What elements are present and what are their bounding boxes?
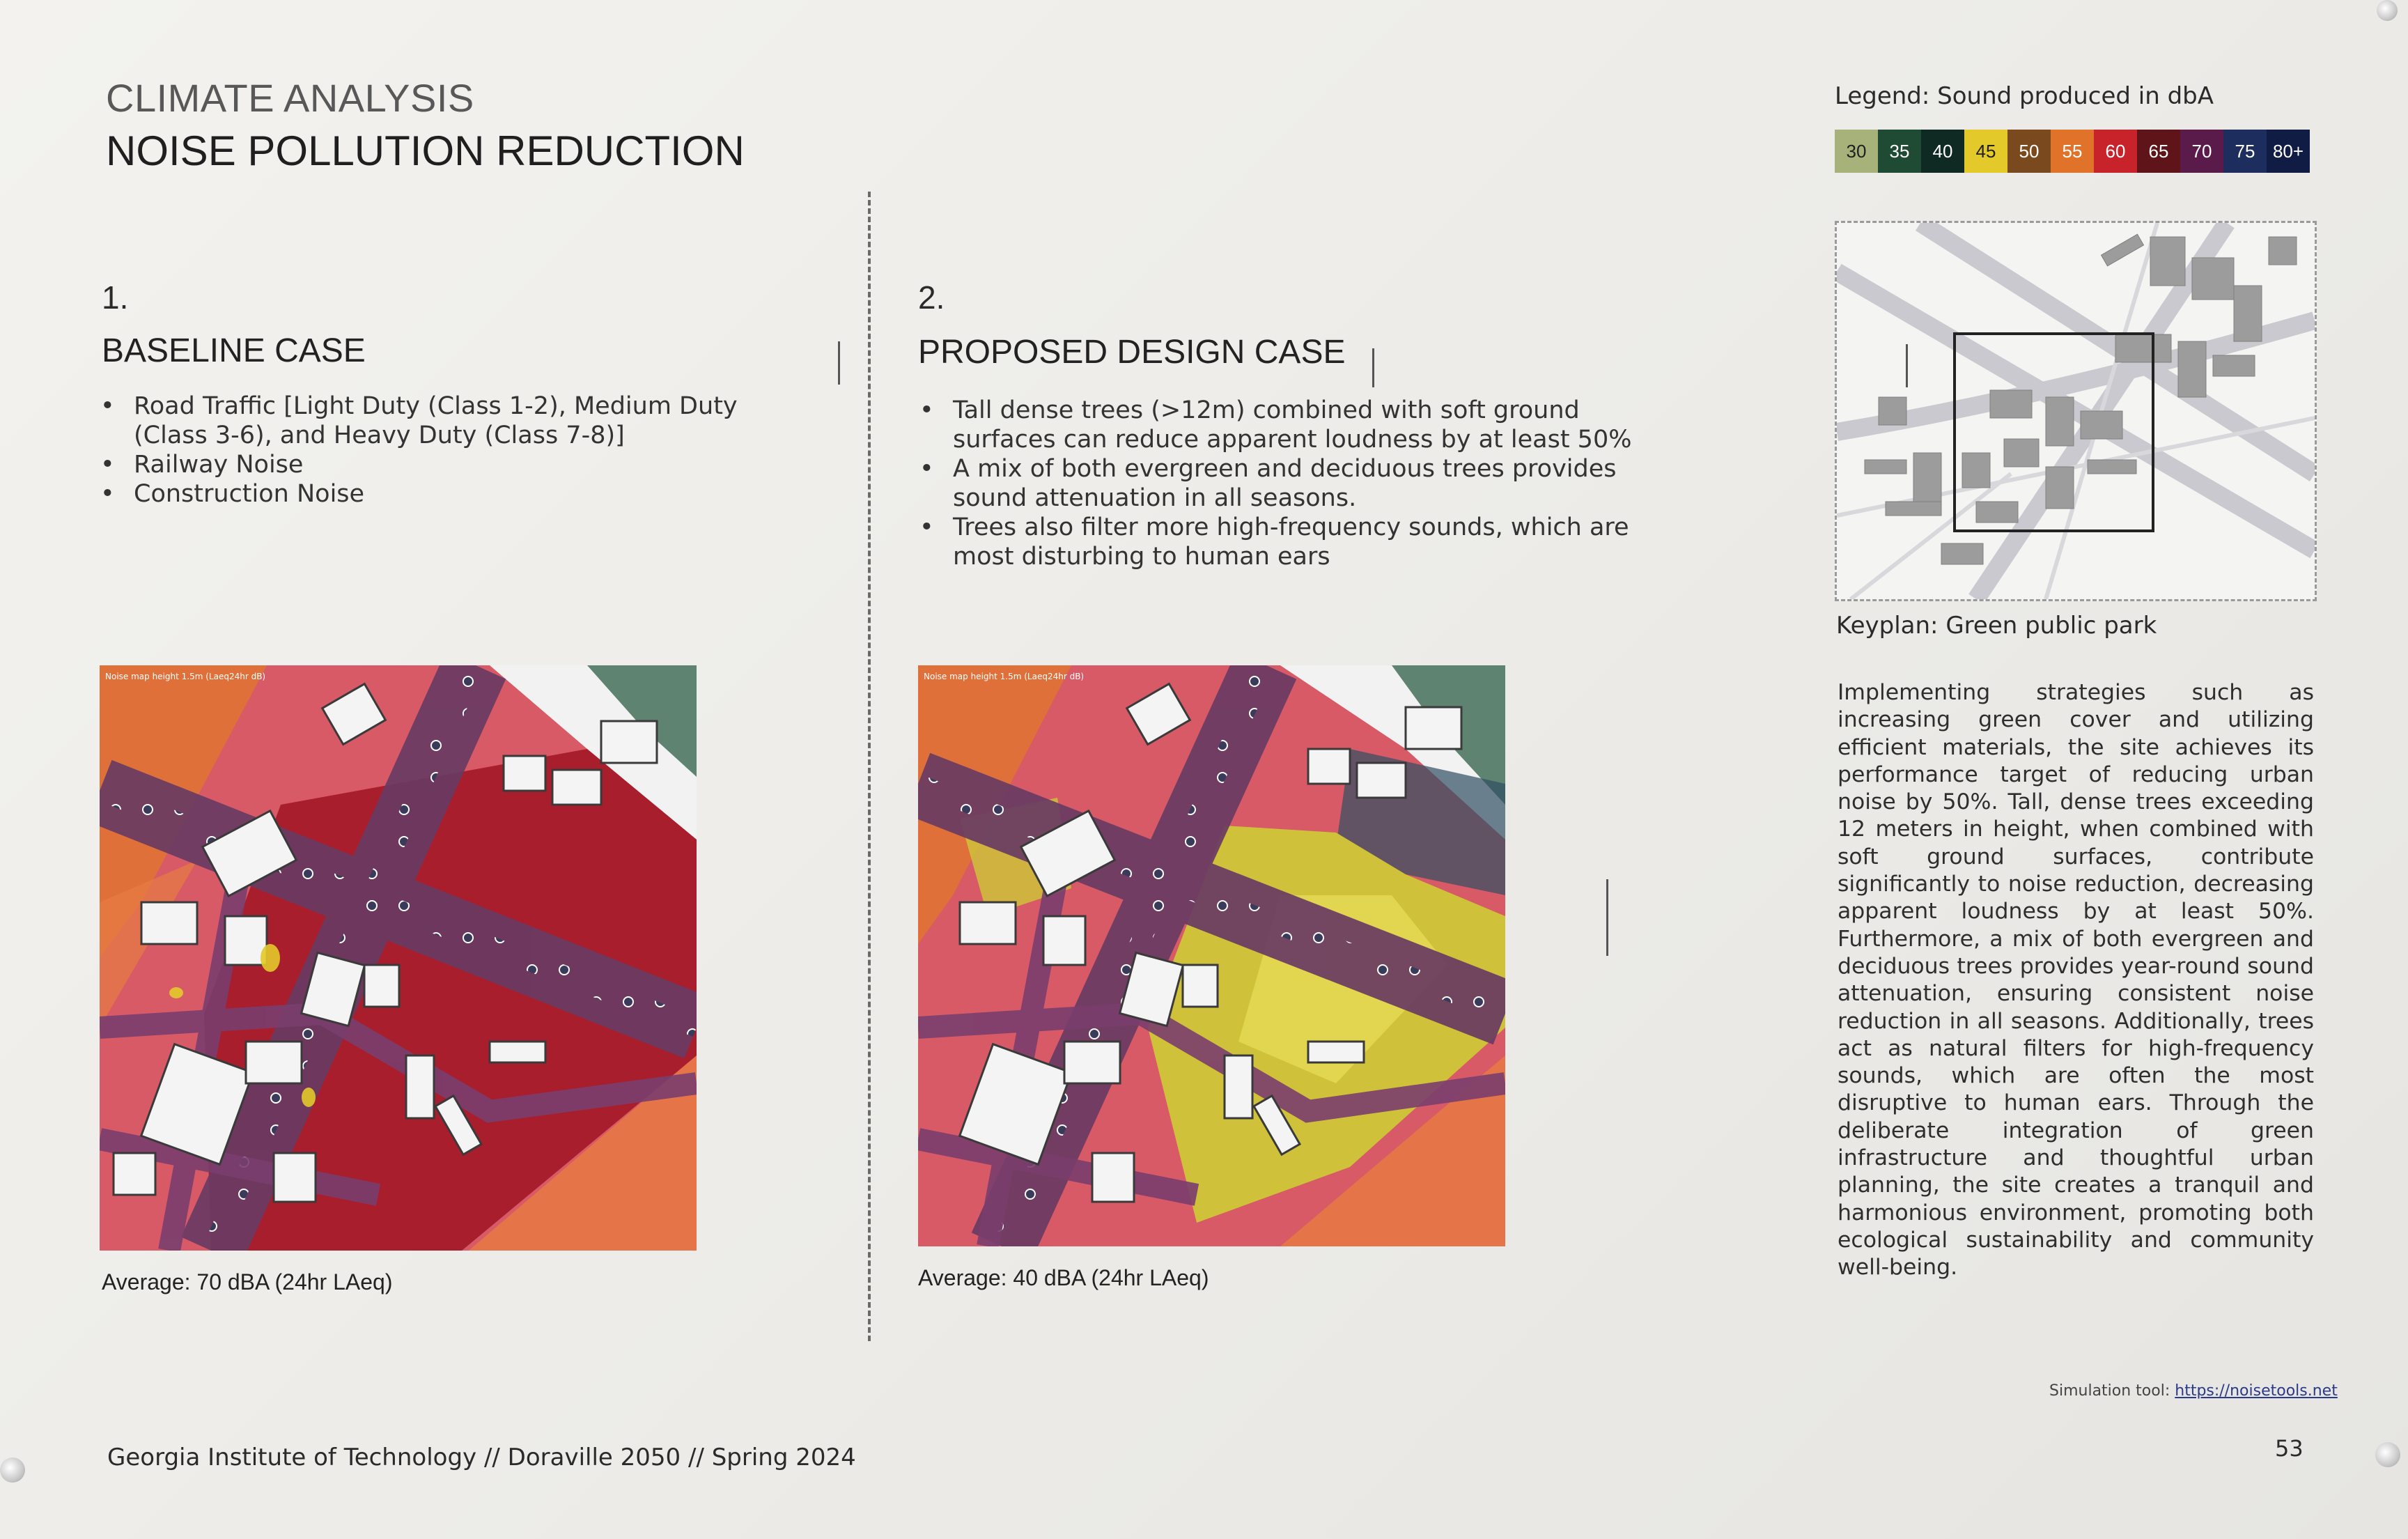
bullet-item: • Tall dense trees (>12m) combined with soft ground surfaces can reduce apparent loudness by at least 50% [953, 396, 1642, 454]
pushpin-icon [2375, 1442, 2400, 1467]
keyplan-caption: Keyplan: Green public park [1836, 612, 2157, 640]
legend-title: Legend: Sound produced in dbA [1835, 82, 2214, 110]
divider-tick [1906, 344, 1908, 387]
legend-cell: 30 [1835, 130, 1878, 173]
legend-cell: 55 [2051, 130, 2094, 173]
section-number: 2. [918, 279, 945, 316]
map-label: Noise map height 1.5m (Laeq24hr dB) [105, 672, 266, 681]
map-label: Noise map height 1.5m (Laeq24hr dB) [924, 672, 1085, 681]
page-number: 53 [2275, 1435, 2304, 1462]
legend-scale [1835, 130, 2310, 173]
section-heading: PROPOSED DESIGN CASE [918, 334, 1346, 371]
legend-cell: 70 [2180, 130, 2223, 173]
pushpin-icon [0, 1457, 25, 1483]
baseline-noise-map [100, 665, 697, 1251]
simulation-label: Simulation tool: [2049, 1382, 2170, 1400]
simulation-credit [2049, 1382, 2338, 1400]
legend-cell: 50 [2007, 130, 2051, 173]
footer-text: Georgia Institute of Technology // Doraville 2050 // Spring 2024 [107, 1444, 856, 1471]
divider-tick [1606, 879, 1608, 956]
bullet-item: • Trees also filter more high-frequency sounds, which are most disturbing to human ears [953, 513, 1642, 571]
proposed-bullets [918, 396, 1642, 571]
bullet-item: • Construction Noise [134, 479, 795, 509]
pushpin-icon [2377, 0, 2398, 21]
divider-tick [1372, 348, 1374, 387]
legend-cell: 80+ [2267, 130, 2310, 173]
category-title: CLIMATE ANALYSIS [106, 76, 474, 120]
legend-cell: 60 [2094, 130, 2137, 173]
bullet-item: • Road Traffic [Light Duty (Class 1-2), Medium Duty (Class 3-6), and Heavy Duty (Class 7-8)] [134, 392, 795, 450]
page-title: NOISE POLLUTION REDUCTION [106, 127, 745, 174]
baseline-bullets [99, 392, 795, 509]
bullet-item: • Railway Noise [134, 450, 795, 479]
bullet-item: • A mix of both evergreen and deciduous trees provides sound attenuation in all seasons. [953, 454, 1642, 513]
proposed-noise-map [918, 665, 1505, 1246]
divider-tick [838, 341, 840, 385]
description-paragraph: Implementing strategies such as increasing green cover and utilizing efficient materials, the site achieves its performance target of reducing urban noise by 50%. Tall, dense trees exceeding 12 meters in height, when combined with soft ground surfaces, contribute significantly to noise reduction, decreasing apparent loudness by at least 50%. Furthermore, a mix of both evergreen and deciduous trees provides year-round sound attenuation, ensuring consistent noise reduction in all seasons. Additionally, trees act as natural filters for high-frequency sounds, which are often the most disruptive to human ears. Through the deliberate integration of green infrastructure and thoughtful urban planning, the site creates a tranquil and harmonious environment, promoting both ecological sustainability and community well-being. [1838, 680, 2314, 1281]
legend-cell: 65 [2137, 130, 2180, 173]
section-number: 1. [102, 279, 129, 316]
column-divider [868, 192, 871, 1341]
legend-cell: 35 [1878, 130, 1921, 173]
baseline-average: Average: 70 dBA (24hr LAeq) [102, 1269, 393, 1294]
legend-cell: 40 [1921, 130, 1964, 173]
section-heading: BASELINE CASE [102, 332, 366, 369]
legend-cell: 45 [1964, 130, 2007, 173]
simulation-link[interactable]: https://noisetools.net [2175, 1382, 2338, 1400]
keyplan-map [1835, 221, 2317, 601]
proposed-average: Average: 40 dBA (24hr LAeq) [918, 1265, 1209, 1290]
legend-cell: 75 [2223, 130, 2267, 173]
